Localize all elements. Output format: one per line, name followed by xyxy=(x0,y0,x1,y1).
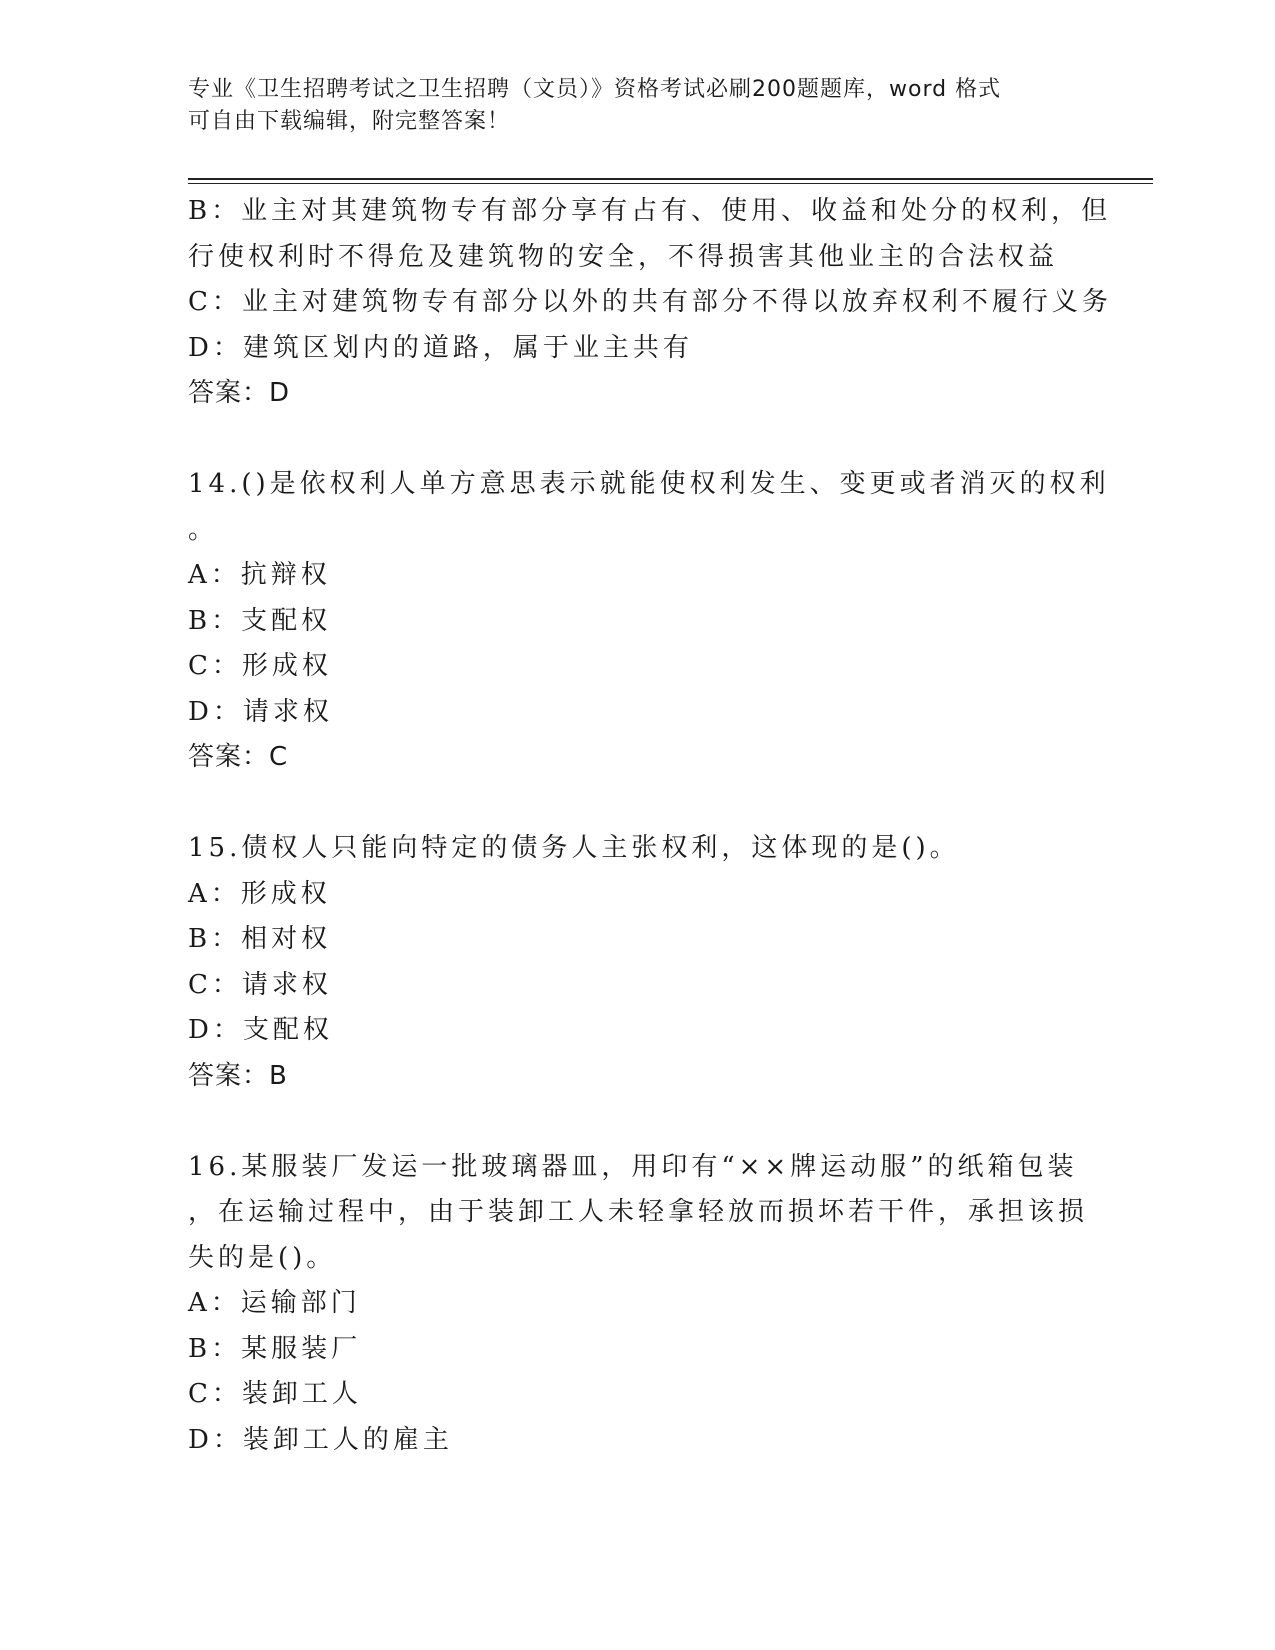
q16-stem-line-2: ，在运输过程中，由于装卸工人未轻拿轻放而损坏若干件，承担该损 xyxy=(188,1197,1089,1227)
q13-option-b-line-1: B：业主对其建筑物专有部分享有占有、使用、收益和处分的权利，但 xyxy=(188,196,1112,226)
q15-option-c: C：请求权 xyxy=(188,969,332,1000)
q15-option-b: B：相对权 xyxy=(188,924,332,954)
spacer xyxy=(188,1099,1088,1145)
q15-option-a: A：形成权 xyxy=(188,878,331,909)
q13-option-b-line-2: 行使权利时不得危及建筑物的安全，不得损害其他业主的合法权益 xyxy=(188,241,1059,272)
question-14-block xyxy=(188,462,1110,781)
q16-option-d: D：装卸工人的雇主 xyxy=(188,1424,453,1455)
question-13-block xyxy=(188,189,1112,417)
q15-option-d: D：支配权 xyxy=(188,1015,333,1045)
q16-option-c: C：装卸工人 xyxy=(188,1379,362,1409)
q13-option-c: C：业主对建筑物专有部分以外的共有部分不得以放弃权利不履行义务 xyxy=(188,287,1112,317)
question-15-block xyxy=(188,826,1088,1099)
q14-stem-line-2: 。 xyxy=(188,514,219,545)
q14-option-c: C：形成权 xyxy=(188,651,332,681)
q15-answer: 答案：B xyxy=(188,1060,288,1091)
q16-stem-line-1: 16.某服装厂发运一批玻璃器皿，用印有“××牌运动服”的纸箱包装 xyxy=(188,1151,1078,1182)
q13-answer: 答案：D xyxy=(188,378,291,408)
q14-stem-line-1: 14.()是依权利人单方意思表示就能使权利发生、变更或者消灭的权利 xyxy=(188,469,1110,499)
q14-answer: 答案：C xyxy=(188,742,289,772)
q14-option-b: B：支配权 xyxy=(188,605,332,636)
q14-option-a: A：抗辩权 xyxy=(188,560,331,590)
q14-option-d: D：请求权 xyxy=(188,696,333,727)
header-title-line-2: 可自由下载编辑，附完整答案！ xyxy=(188,109,511,134)
spacer xyxy=(188,417,1088,463)
document-header xyxy=(188,74,1088,138)
header-title-line-1: 专业《卫生招聘考试之卫生招聘（文员）》资格考试必刷200题题库，word 格式 xyxy=(188,77,1002,102)
q16-stem-line-3: 失的是()。 xyxy=(188,1242,337,1273)
header-rule-thin xyxy=(188,183,1153,184)
question-16-block xyxy=(188,1145,1088,1464)
q15-stem: 15.债权人只能向特定的债务人主张权利，这体现的是()。 xyxy=(188,833,960,863)
q16-option-a: A：运输部门 xyxy=(188,1288,361,1318)
spacer xyxy=(188,781,1088,827)
q16-option-b: B：某服装厂 xyxy=(188,1333,362,1364)
question-content xyxy=(188,189,1112,1463)
q13-option-d: D：建筑区划内的道路，属于业主共有 xyxy=(188,332,693,363)
header-rule-thick xyxy=(188,178,1153,180)
